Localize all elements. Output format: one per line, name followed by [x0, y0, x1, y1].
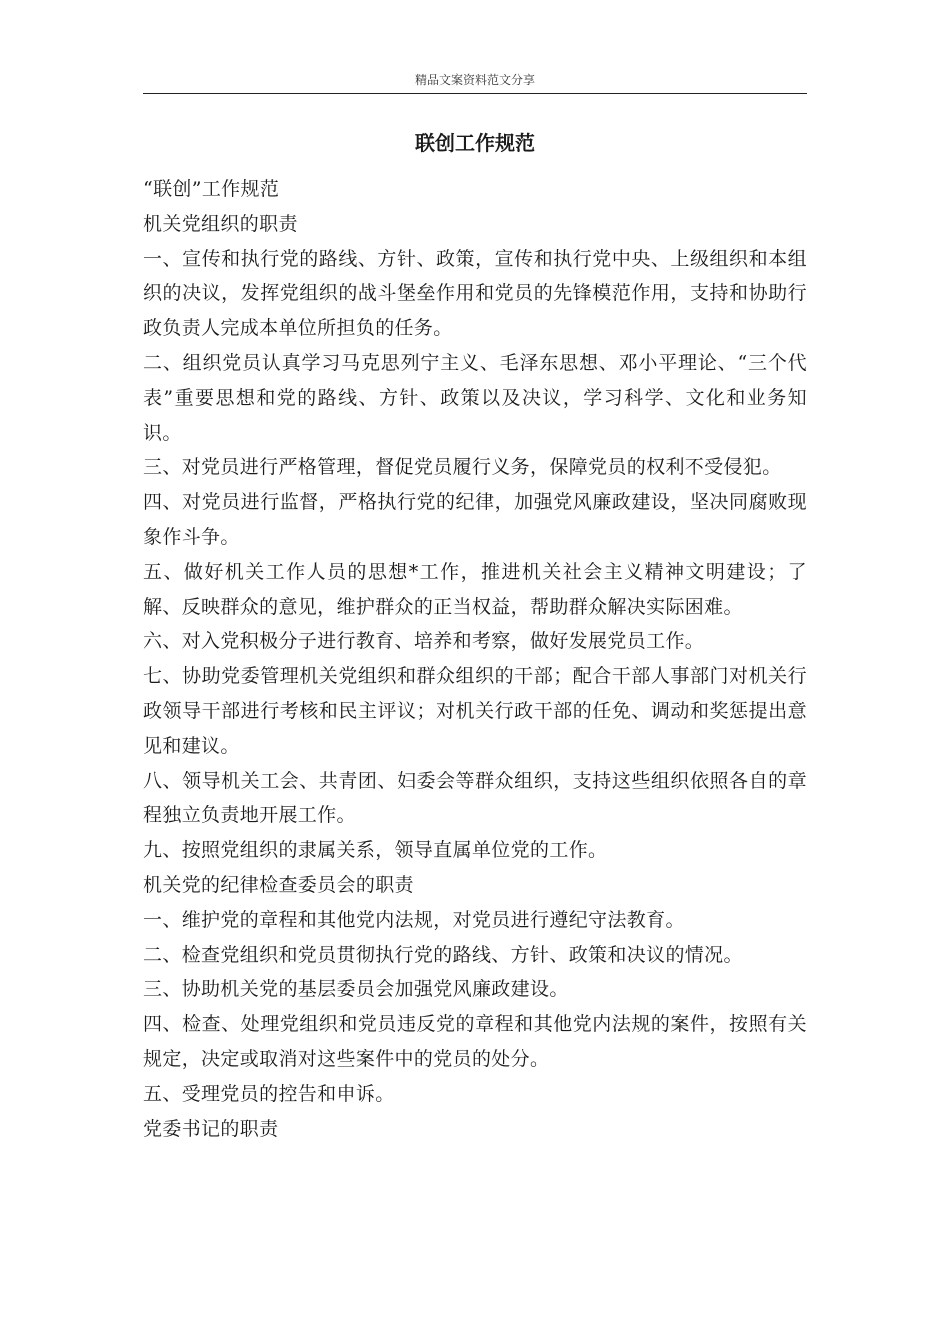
paragraph: 二、检查党组织和党员贯彻执行党的路线、方针、政策和决议的情况。 — [143, 943, 743, 966]
paragraph: 二、组织党员认真学习马克思列宁主义、毛泽东思想、邓小平理论、“三个代表”重要思想和党的路线、方针、政策以及决议，学习科学、文化和业务知识。 — [143, 351, 807, 444]
paragraph: 八、领导机关工会、共青团、妇委会等群众组织，支持这些组织依照各自的章程独立负责地开展工作。 — [143, 769, 807, 827]
paragraph: 四、检查、处理党组织和党员违反党的章程和其他党内法规的案件，按照有关规定，决定或取消对这些案件中的党员的处分。 — [143, 1013, 807, 1070]
paragraph: 一、维护党的章程和其他党内法规，对党员进行遵纪守法教育。 — [143, 908, 685, 931]
paragraph: 五、受理党员的控告和申诉。 — [143, 1082, 395, 1105]
section-heading: 党委书记的职责 — [143, 1117, 279, 1140]
section-heading: 机关党组织的职责 — [143, 212, 298, 235]
header-divider — [143, 93, 807, 94]
paragraph: “联创”工作规范 — [143, 178, 280, 200]
paragraph: 六、对入党积极分子进行教育、培养和考察，做好发展党员工作。 — [143, 630, 705, 653]
paragraph: 三、对党员进行严格管理，督促党员履行义务，保障党员的权利不受侵犯。 — [143, 456, 782, 479]
page-header: 精品文案资料范文分享 — [414, 73, 535, 87]
paragraph: 一、宣传和执行党的路线、方针、政策，宣传和执行党中央、上级组织和本组织的决议，发挥党组织的战斗堡垒作用和党员的先锋模范作用，支持和协助行政负责人完成本单位所担负的任务。 — [143, 247, 807, 340]
section-heading: 机关党的纪律检查委员会的职责 — [143, 873, 414, 896]
paragraph: 四、对党员进行监督，严格执行党的纪律，加强党风廉政建设，坚决同腐败现象作斗争。 — [143, 491, 807, 548]
document-body — [143, 172, 807, 1146]
paragraph: 五、做好机关工作人员的思想*工作，推进机关社会主义精神文明建设；了解、反映群众的意见，维护群众的正当权益，帮助群众解决实际困难。 — [143, 560, 807, 618]
paragraph: 九、按照党组织的隶属关系，领导直属单位党的工作。 — [143, 839, 608, 862]
document-title: 联创工作规范 — [415, 131, 535, 155]
paragraph: 七、协助党委管理机关党组织和群众组织的干部；配合干部人事部门对机关行政领导干部进行考核和民主评议；对机关行政干部的任免、调动和奖惩提出意见和建议。 — [143, 665, 807, 757]
paragraph: 三、协助机关党的基层委员会加强党风廉政建设。 — [143, 978, 569, 1001]
